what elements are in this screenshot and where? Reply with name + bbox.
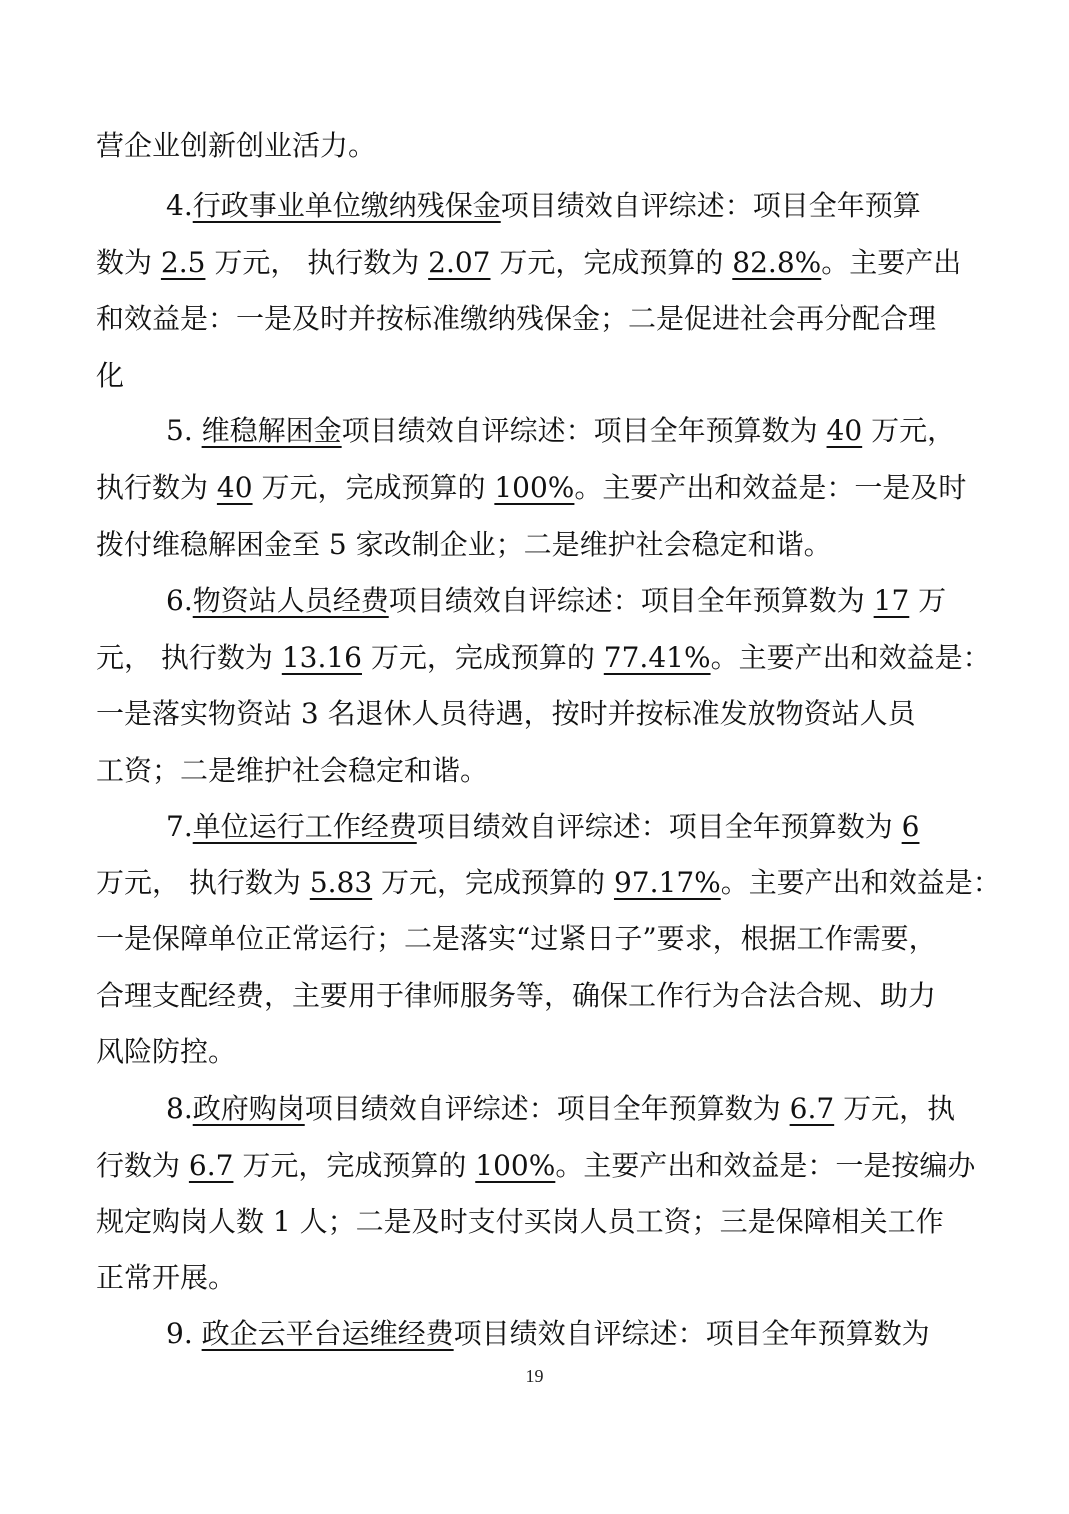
- text-run: 化: [96, 359, 125, 392]
- underlined-value: 6.7: [188, 1149, 234, 1182]
- underlined-value: 6: [901, 810, 920, 843]
- text-run: 项目绩效自评综述：项目全年预算数为: [304, 1092, 790, 1125]
- underlined-value: 82.8%: [732, 246, 822, 279]
- text-line: [96, 1255, 236, 1301]
- underlined-value: 13.16: [281, 641, 362, 674]
- text-line: [96, 1029, 236, 1075]
- underlined-value: 100%: [475, 1149, 556, 1182]
- text-line: [96, 916, 937, 962]
- text-run: 和效益是：一是及时并按标准缴纳残保金；二是促进社会再分配合理: [96, 302, 937, 335]
- text-line: [96, 240, 961, 286]
- text-run: 6.: [166, 584, 193, 617]
- text-run: 项目绩效自评综述：项目全年预算数为: [341, 414, 827, 447]
- underlined-value: 政府购岗: [192, 1092, 305, 1125]
- text-run: 万元，完成预算的: [233, 1149, 476, 1182]
- text-run: 正常开展。: [96, 1261, 237, 1294]
- underlined-value: 77.41%: [603, 641, 711, 674]
- text-run: 行数为: [96, 1149, 189, 1182]
- text-run: 万元， 执行数为: [205, 246, 429, 279]
- text-run: 数为: [96, 246, 161, 279]
- text-run: 万: [909, 584, 947, 617]
- page-number: 19: [525, 1366, 544, 1386]
- text-line: [96, 123, 376, 169]
- underlined-value: 17: [873, 584, 910, 617]
- underlined-value: 40: [826, 414, 863, 447]
- text-run: 万元，执: [834, 1092, 956, 1125]
- text-run: 风险防控。: [96, 1035, 237, 1068]
- text-run: 万元，完成预算的: [361, 641, 604, 674]
- text-run: 8.: [166, 1092, 193, 1125]
- text-run: 元， 执行数为: [96, 641, 282, 674]
- underlined-value: 维稳解困金: [201, 414, 342, 447]
- text-run: 。主要产出: [821, 246, 962, 279]
- text-run: 。主要产出和效益是：: [710, 641, 991, 674]
- item-9-heading-line: [166, 1311, 930, 1357]
- text-line: [96, 1199, 944, 1245]
- text-run: 项目绩效自评综述：项目全年预算: [500, 189, 921, 222]
- text-run: 一是保障单位正常运行；二是落实“过紧日子”要求，根据工作需要，: [96, 922, 937, 955]
- underlined-value: 行政事业单位缴纳残保金: [192, 189, 501, 222]
- text-run: 项目绩效自评综述：项目全年预算数为: [416, 810, 902, 843]
- text-run: 7.: [166, 810, 193, 843]
- text-run: 万元，完成预算的: [252, 471, 495, 504]
- text-line: [96, 635, 991, 681]
- text-line: [96, 973, 936, 1019]
- text-line: [96, 748, 488, 794]
- text-run: 项目绩效自评综述：项目全年预算数为: [388, 584, 874, 617]
- text-run: 4.: [166, 189, 193, 222]
- underlined-value: 单位运行工作经费: [192, 810, 417, 843]
- text-run: 万元，完成预算的: [490, 246, 733, 279]
- underlined-value: 100%: [494, 471, 575, 504]
- underlined-value: 2.07: [428, 246, 491, 279]
- underlined-value: 97.17%: [613, 866, 721, 899]
- underlined-value: 40: [216, 471, 253, 504]
- text-run: 工资；二是维护社会稳定和谐。: [96, 754, 489, 787]
- text-line: [96, 860, 1001, 906]
- text-run: 5.: [166, 414, 202, 447]
- text-run: 一是落实物资站 3 名退休人员待遇，按时并按标准发放物资站人员: [96, 697, 916, 730]
- item-5-heading-line: [166, 408, 955, 454]
- text-run: 万元，完成预算的: [372, 866, 614, 899]
- underlined-value: 5.83: [309, 866, 373, 899]
- text-line: [96, 353, 124, 399]
- text-line: [96, 691, 916, 737]
- underlined-value: 6.7: [789, 1092, 835, 1125]
- item-4-heading-line: [166, 183, 921, 229]
- text-run: 9.: [166, 1317, 202, 1350]
- underlined-value: 政企云平台运维经费: [201, 1317, 454, 1350]
- text-run: 。主要产出和效益是：一是按编办: [555, 1149, 976, 1182]
- text-run: 规定购岗人数 1 人；二是及时支付买岗人员工资；三是保障相关工作: [96, 1205, 944, 1238]
- underlined-value: 2.5: [160, 246, 206, 279]
- text-line: [96, 1143, 975, 1189]
- text-run: 合理支配经费，主要用于律师服务等，确保工作行为合法合规、助力: [96, 979, 937, 1012]
- underlined-value: 物资站人员经费: [192, 584, 389, 617]
- text-run: 执行数为: [96, 471, 217, 504]
- text-run: 项目绩效自评综述：项目全年预算数为: [453, 1317, 930, 1350]
- text-run: 拨付维稳解困金至 5 家改制企业；二是维护社会稳定和谐。: [96, 528, 832, 561]
- text-line: [96, 296, 936, 342]
- text-run: 万元，: [862, 414, 956, 447]
- text-run: 万元， 执行数为: [96, 866, 310, 899]
- text-line: [96, 465, 966, 511]
- item-7-heading-line: [166, 804, 919, 850]
- text-run: 。主要产出和效益是：: [720, 866, 1001, 899]
- item-8-heading-line: [166, 1086, 955, 1132]
- text-line: [96, 522, 832, 568]
- text-run: 。主要产出和效益是：一是及时: [574, 471, 967, 504]
- text-run: 营企业创新创业活力。: [96, 129, 377, 162]
- item-6-heading-line: [166, 578, 946, 624]
